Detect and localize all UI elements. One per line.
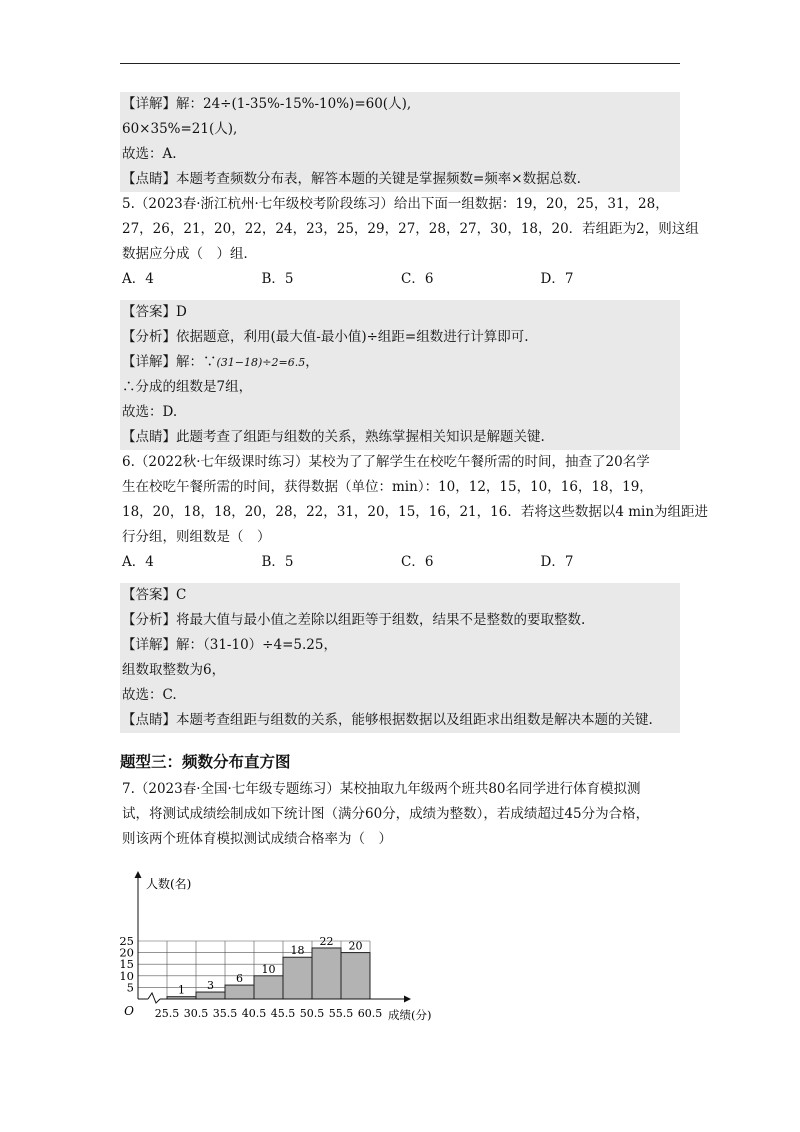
comment-line: 【点睛】本题考查频数分布表，解答本题的关键是掌握频数=频率×数据总数. — [122, 171, 581, 187]
bar-value-label: 1 — [178, 983, 185, 997]
options-row — [120, 267, 680, 292]
q4-explanation-block — [120, 92, 680, 192]
detail-suffix: ， — [305, 354, 319, 370]
comment-line: 【点睛】此题考查了组距与组数的关系，熟练掌握相关知识是解题关键. — [122, 429, 545, 445]
bar-value-label: 18 — [290, 944, 305, 958]
axis-break-zigzag — [148, 993, 160, 1003]
origin-label: O — [124, 1004, 134, 1018]
q5-explanation-block — [120, 300, 680, 450]
y-tick-label: 10 — [119, 968, 134, 983]
y-axis-title: 人数(名) — [146, 877, 192, 891]
options-row — [120, 550, 680, 575]
detail-line: 组数取整数为6， — [122, 662, 226, 678]
question-6 — [120, 450, 709, 575]
detail-line — [120, 350, 680, 375]
histogram-bar — [196, 992, 225, 999]
x-tick-label: 50.5 — [299, 1007, 325, 1020]
bar-value-label: 3 — [207, 979, 214, 993]
question-text: 7.（2023春·全国·七年级专题练习）某校抽取九年级两个班共80名同学进行体育模拟测 — [122, 781, 641, 797]
histogram-bar — [283, 957, 312, 999]
header-rule — [120, 63, 680, 64]
comment-line: 【点睛】本题考查组距与组数的关系，能够根据数据以及组距求出组数是解决本题的关键. — [122, 712, 653, 728]
choice-line: 故选：A. — [122, 146, 177, 162]
detail-line: ∴分成的组数是7组， — [122, 379, 253, 395]
section-heading: 题型三：频数分布直方图 — [120, 753, 291, 771]
histogram-bar — [312, 948, 341, 999]
option-d: D．7 — [540, 271, 574, 287]
y-tick-label: 25 — [119, 934, 134, 948]
detail-line: 【详解】解：（31-10）÷4=5.25， — [122, 637, 337, 653]
bar-value-label: 20 — [348, 939, 363, 953]
question-text: 试，将测试成绩绘制成如下统计图（满分60分，成绩为整数），若成绩超过45分为合格， — [122, 806, 650, 822]
histogram-bar — [341, 953, 370, 999]
x-tick-label: 40.5 — [241, 1007, 267, 1020]
bar-value-label: 10 — [261, 962, 276, 976]
histogram-bar — [225, 985, 254, 999]
detail-line: 60×35%=21(人), — [122, 121, 238, 137]
bar-value-label: 22 — [319, 934, 334, 948]
q6-explanation-block — [120, 583, 680, 733]
option-d: D．7 — [540, 554, 574, 570]
answer-line: 【答案】C — [122, 587, 187, 603]
question-5 — [120, 192, 699, 292]
question-text: 27，26，21，20，22，24，23，25，29，27，28，27，30，18，20．若组距为2，则这组 — [122, 221, 699, 237]
choice-line: 故选：D. — [122, 404, 178, 420]
question-text: 则该两个班体育模拟测试成绩合格率为（ ） — [122, 831, 392, 847]
option-b: B．5 — [261, 271, 294, 287]
y-tick-label: 5 — [126, 980, 134, 995]
x-tick-label: 55.5 — [328, 1007, 354, 1020]
option-c: C．6 — [401, 554, 434, 570]
y-tick-label: 20 — [119, 945, 134, 960]
x-tick-label: 35.5 — [212, 1007, 238, 1020]
question-text: 生在校吃午餐所需的时间，获得数据（单位：min）：10，12，15，10，16，18，19， — [122, 479, 653, 495]
document-body — [120, 92, 709, 852]
question-text: 行分组，则组数是（ ） — [122, 529, 271, 545]
option-c: C．6 — [401, 271, 434, 287]
option-a: A．4 — [122, 554, 154, 570]
math-expression: (31−18)÷2=6.5 — [216, 356, 306, 369]
x-tick-label: 25.5 — [154, 1007, 180, 1020]
question-7 — [120, 777, 680, 852]
analysis-line: 【分析】依据题意，利用(最大值-最小值)÷组距=组数进行计算即可. — [122, 329, 529, 345]
detail-prefix: 【详解】解：∵ — [122, 354, 217, 370]
question-text: 6.（2022秋·七年级课时练习）某校为了了解学生在校吃午餐所需的时间，抽查了20名学 — [122, 454, 650, 470]
y-axis-arrow — [135, 871, 142, 878]
question-text: 数据应分成（ ）组． — [122, 246, 257, 262]
histogram-bar — [254, 976, 283, 999]
detail-line: 【详解】解：24÷(1-35%-15%-10%)=60(人), — [122, 96, 412, 112]
frequency-histogram — [108, 868, 448, 1033]
x-tick-label: 45.5 — [270, 1007, 296, 1020]
y-tick-label: 15 — [119, 957, 134, 972]
analysis-line: 【分析】将最大值与最小值之差除以组距等于组数，结果不是整数的要取整数. — [122, 612, 586, 628]
x-axis-arrow — [404, 996, 411, 1003]
option-a: A．4 — [122, 271, 154, 287]
answer-line: 【答案】D — [122, 304, 187, 320]
x-tick-label: 30.5 — [183, 1007, 209, 1020]
choice-line: 故选：C. — [122, 687, 177, 703]
option-b: B．5 — [261, 554, 294, 570]
x-axis-title: 成绩(分) — [388, 1008, 432, 1022]
bar-value-label: 6 — [236, 972, 243, 986]
question-text: 5.（2023春·浙江杭州·七年级校考阶段练习）给出下面一组数据：19，20，25，31，28， — [122, 196, 669, 212]
question-text: 18，20，18，18，20，28，22，31，20，15，16，21，16．若将这些数据以4 min为组距进 — [122, 504, 709, 520]
x-tick-label: 60.5 — [357, 1007, 383, 1020]
